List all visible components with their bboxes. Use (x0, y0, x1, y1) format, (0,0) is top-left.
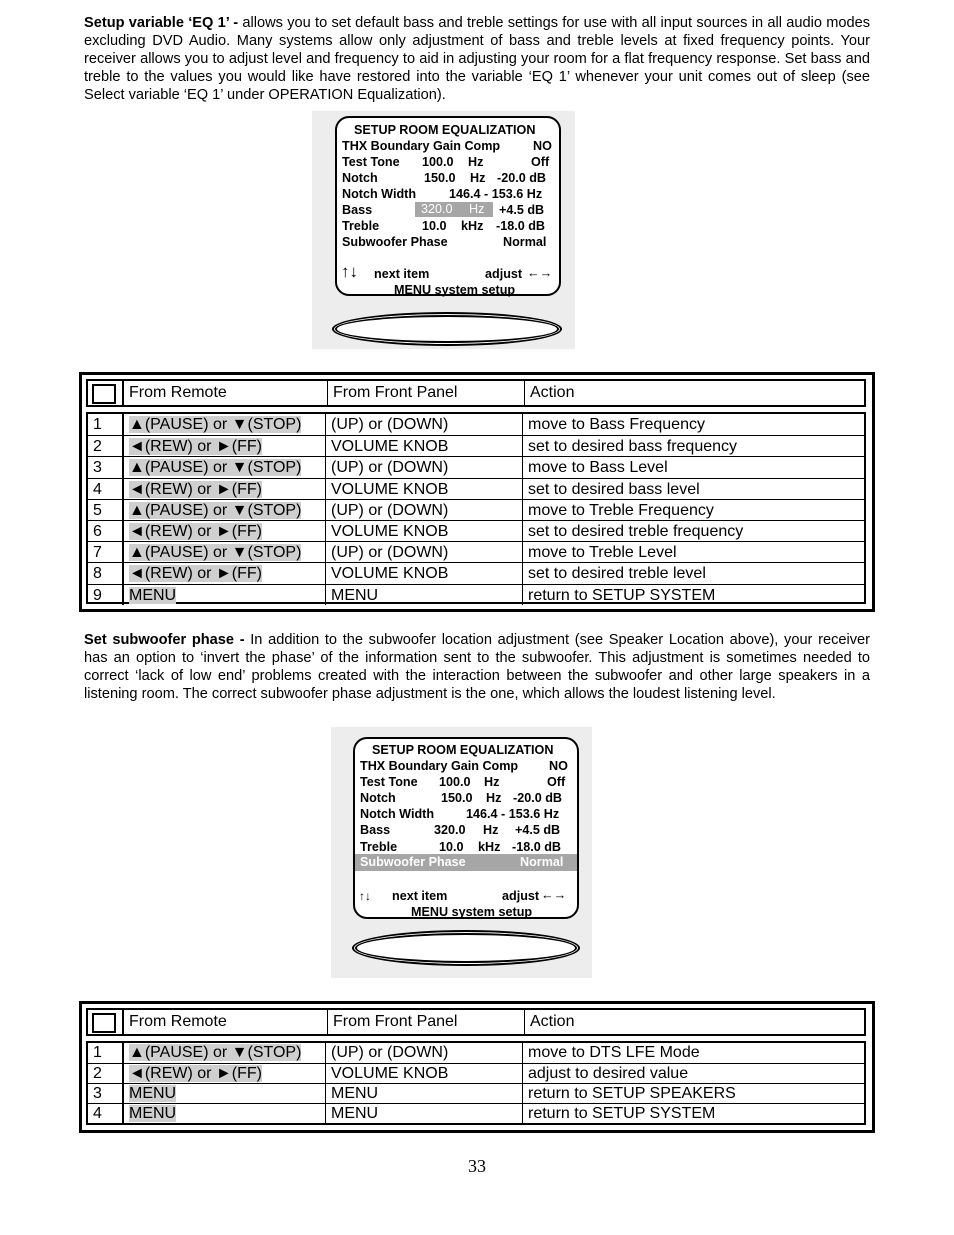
table-row (88, 1043, 864, 1063)
remote-display-outline (352, 930, 580, 966)
osd-treble-label: Treble (360, 840, 398, 854)
row-number: 1 (93, 416, 102, 433)
osd-thx-label: THX Boundary Gain Comp (342, 139, 501, 153)
row-front-panel: (UP) or (DOWN) (325, 457, 522, 477)
osd-notch-freq: 150.0 (441, 791, 473, 805)
row-remote (122, 479, 327, 499)
osd-treble-value: -18.0 dB (496, 219, 545, 233)
row-action: set to desired treble frequency (522, 521, 864, 541)
remote-button-label: MENU (129, 586, 177, 604)
osd-subphase-label: Subwoofer Phase (342, 235, 448, 249)
table-row (88, 520, 864, 541)
osd-notch-value: -20.0 dB (497, 171, 546, 185)
osd-testtone-unit: Hz (468, 155, 484, 169)
subphase-paragraph (84, 631, 870, 703)
remote-button-label: ▲(PAUSE) or ▼(STOP) (129, 459, 302, 477)
remote-display-outline (332, 312, 562, 346)
remote-button-label: ▲(PAUSE) or ▼(STOP) (129, 416, 302, 433)
osd-testtone-value: Off (547, 775, 566, 789)
osd-thx-label: THX Boundary Gain Comp (360, 759, 519, 773)
row-number: 8 (93, 565, 102, 583)
remote-button-label: ◄(REW) or ►(FF) (129, 523, 262, 540)
row-number: 4 (93, 480, 102, 498)
header-corner-box (92, 1013, 116, 1033)
up-down-arrows-icon: ↑↓ (341, 262, 358, 281)
osd-footer: MENU system setup (394, 283, 516, 297)
row-front-panel: (UP) or (DOWN) (325, 500, 522, 520)
osd-testtone-freq: 100.0 (422, 155, 454, 169)
row-number: 3 (93, 1085, 102, 1102)
left-right-arrows-icon: ←→ (527, 266, 553, 280)
osd-bass-label: Bass (360, 823, 391, 837)
osd-notch-freq: 150.0 (424, 171, 456, 185)
row-number: 3 (93, 459, 102, 477)
table-row (88, 414, 864, 435)
row-remote (122, 500, 327, 520)
table-row (88, 562, 864, 583)
row-number: 1 (93, 1044, 102, 1061)
row-action: move to Bass Level (522, 457, 864, 477)
row-action: set to desired treble level (522, 563, 864, 583)
row-remote (122, 414, 327, 435)
row-remote (122, 436, 327, 456)
row-front-panel: (UP) or (DOWN) (325, 542, 522, 562)
row-number: 5 (93, 501, 102, 519)
row-remote (122, 585, 327, 605)
osd-testtone-label: Test Tone (342, 155, 400, 169)
osd-testtone-value: Off (531, 155, 550, 169)
remote-button-label: ◄(REW) or ►(FF) (129, 1065, 262, 1082)
osd-testtone-label: Test Tone (360, 775, 418, 789)
osd-screen (353, 737, 579, 919)
osd-bass-value: +4.5 dB (515, 823, 561, 837)
subphase-body: In addition to the subwoofer location adjustment (see Speaker Location above), your receiver has an option to ‘invert the phase’ of the information sent to the subwoofer. This adjustment is sometimes needed to correct ‘lack of low end’ problems created with the interaction between the subwoofer and other large speakers in a listening room. The correct subwoofer phase adjustment is the one, which allows the loudest listening level. (84, 632, 870, 702)
osd-treble-freq: 10.0 (439, 840, 464, 854)
osd-notch-value: -20.0 dB (513, 791, 562, 805)
osd-subphase-label: Subwoofer Phase (360, 855, 466, 869)
up-down-arrows-icon: ↑↓ (359, 889, 371, 903)
row-number: 6 (93, 523, 102, 540)
osd-notch-label: Notch (360, 791, 396, 805)
osd-bass-label: Bass (342, 203, 373, 217)
osd-treble-unit: kHz (478, 840, 501, 854)
osd-bass-freq: 320.0 (434, 823, 466, 837)
osd-notchwidth-value: 146.4 - 153.6 Hz (449, 187, 543, 201)
table-row (88, 1083, 864, 1103)
page-number: 33 (468, 1156, 486, 1176)
osd-adjust: adjust (485, 267, 523, 281)
osd-next-item: next item (392, 889, 448, 903)
osd-treble-value: -18.0 dB (512, 840, 561, 854)
remote-button-label: ▲(PAUSE) or ▼(STOP) (129, 544, 302, 562)
osd-subphase-selection (355, 854, 577, 871)
table-subphase (79, 1001, 875, 1133)
remote-button-label: ▲(PAUSE) or ▼(STOP) (129, 501, 302, 519)
row-action: move to Bass Frequency (522, 414, 864, 435)
header-from-remote: From Remote (129, 1013, 227, 1030)
table-row (88, 1063, 864, 1083)
row-remote (122, 457, 327, 477)
osd-notchwidth-value: 146.4 - 153.6 Hz (466, 807, 560, 821)
row-remote (122, 1064, 327, 1083)
osd-bass-unit: Hz (469, 202, 485, 216)
osd-testtone-unit: Hz (484, 775, 500, 789)
row-action: move to Treble Frequency (522, 500, 864, 520)
row-action: set to desired bass level (522, 479, 864, 499)
table-eq1 (79, 372, 875, 612)
row-number: 7 (93, 544, 102, 562)
header-from-front-panel: From Front Panel (327, 381, 524, 405)
row-remote (122, 563, 327, 583)
row-action: return to SETUP SYSTEM (522, 585, 864, 605)
osd-treble-unit: kHz (461, 219, 484, 233)
subphase-heading: Set subwoofer phase - (84, 632, 245, 648)
osd-thx-value: NO (533, 139, 552, 153)
remote-button-label: ◄(REW) or ►(FF) (129, 438, 262, 456)
row-front-panel: MENU (325, 1084, 522, 1103)
osd-treble-freq: 10.0 (422, 219, 447, 233)
osd-next-item: next item (374, 267, 430, 281)
row-front-panel: MENU (325, 585, 522, 605)
osd-notchwidth-label: Notch Width (360, 807, 435, 821)
remote-button-label: MENU (129, 1105, 177, 1122)
row-front-panel: VOLUME KNOB (325, 1064, 522, 1083)
table-body (86, 1041, 866, 1125)
row-number: 2 (93, 438, 102, 456)
osd-adjust: adjust (502, 889, 540, 903)
osd-title: SETUP ROOM EQUALIZATION (372, 743, 554, 757)
table-header (86, 1008, 866, 1036)
row-action: move to Treble Level (522, 542, 864, 562)
header-corner-box (92, 384, 116, 404)
header-from-front-panel: From Front Panel (327, 1010, 524, 1034)
row-number: 2 (93, 1065, 102, 1082)
table-row (88, 478, 864, 499)
osd-bass-freq: 320.0 (421, 202, 453, 216)
table-row (88, 541, 864, 562)
row-action: set to desired bass frequency (522, 436, 864, 456)
table-row (88, 456, 864, 477)
row-number: 9 (93, 586, 102, 604)
remote-button-label: MENU (129, 1085, 177, 1102)
table-row (88, 584, 864, 605)
row-front-panel: VOLUME KNOB (325, 563, 522, 583)
row-action: move to DTS LFE Mode (522, 1043, 864, 1063)
row-remote (122, 1104, 327, 1123)
osd-subphase-value: Normal (503, 235, 547, 249)
osd-notch-unit: Hz (486, 791, 502, 805)
osd-footer: MENU system setup (411, 905, 533, 919)
osd-bass-unit: Hz (483, 823, 499, 837)
osd-treble-label: Treble (342, 219, 380, 233)
eq1-heading: Setup variable ‘EQ 1’ - (84, 15, 239, 31)
osd-subphase-value: Normal (520, 855, 564, 869)
table-header (86, 379, 866, 407)
table-row (88, 1103, 864, 1123)
table-row (88, 499, 864, 520)
header-action: Action (524, 381, 864, 405)
osd-screen (335, 116, 561, 296)
row-front-panel: VOLUME KNOB (325, 521, 522, 541)
osd-title: SETUP ROOM EQUALIZATION (354, 123, 536, 137)
row-action: return to SETUP SYSTEM (522, 1104, 864, 1123)
osd-testtone-freq: 100.0 (439, 775, 471, 789)
row-action: adjust to desired value (522, 1064, 864, 1083)
row-front-panel: MENU (325, 1104, 522, 1123)
header-action: Action (524, 1010, 864, 1034)
row-front-panel: (UP) or (DOWN) (325, 1043, 522, 1063)
osd-thx-value: NO (549, 759, 568, 773)
row-remote (122, 521, 327, 541)
osd-figure-eq1 (312, 111, 575, 349)
left-right-arrows-icon: ←→ (541, 888, 567, 902)
table-row (88, 435, 864, 456)
remote-button-label: ◄(REW) or ►(FF) (129, 565, 262, 583)
remote-button-label: ◄(REW) or ►(FF) (129, 480, 262, 498)
osd-notch-unit: Hz (470, 171, 486, 185)
row-front-panel: VOLUME KNOB (325, 436, 522, 456)
row-front-panel: VOLUME KNOB (325, 479, 522, 499)
row-remote (122, 1084, 327, 1103)
osd-bass-selection (415, 202, 493, 217)
row-number: 4 (93, 1105, 102, 1122)
row-remote (122, 1043, 327, 1063)
osd-notch-label: Notch (342, 171, 378, 185)
eq1-paragraph (84, 14, 870, 104)
row-remote (122, 542, 327, 562)
table-body (86, 412, 866, 604)
osd-figure-subphase (331, 727, 592, 978)
remote-button-label: ▲(PAUSE) or ▼(STOP) (129, 1044, 302, 1061)
header-from-remote: From Remote (129, 384, 227, 401)
osd-bass-value: +4.5 dB (499, 203, 545, 217)
row-front-panel: (UP) or (DOWN) (325, 414, 522, 435)
row-action: return to SETUP SPEAKERS (522, 1084, 864, 1103)
osd-notchwidth-label: Notch Width (342, 187, 417, 201)
eq1-body: allows you to set default bass and treble settings for use with all input sources in all audio modes excluding DVD Audio. Many systems allow only adjustment of bass and treble levels at fixed frequency points. Your receiver allows you to adjust level and frequency to aid in adjusting your room for a flat frequency response. Set bass and treble to the values you would like have restored into the variable ‘EQ 1’ whenever your unit comes out of sleep (see Select variable ‘EQ 1’ under OPERATION Equalization). (84, 15, 870, 103)
